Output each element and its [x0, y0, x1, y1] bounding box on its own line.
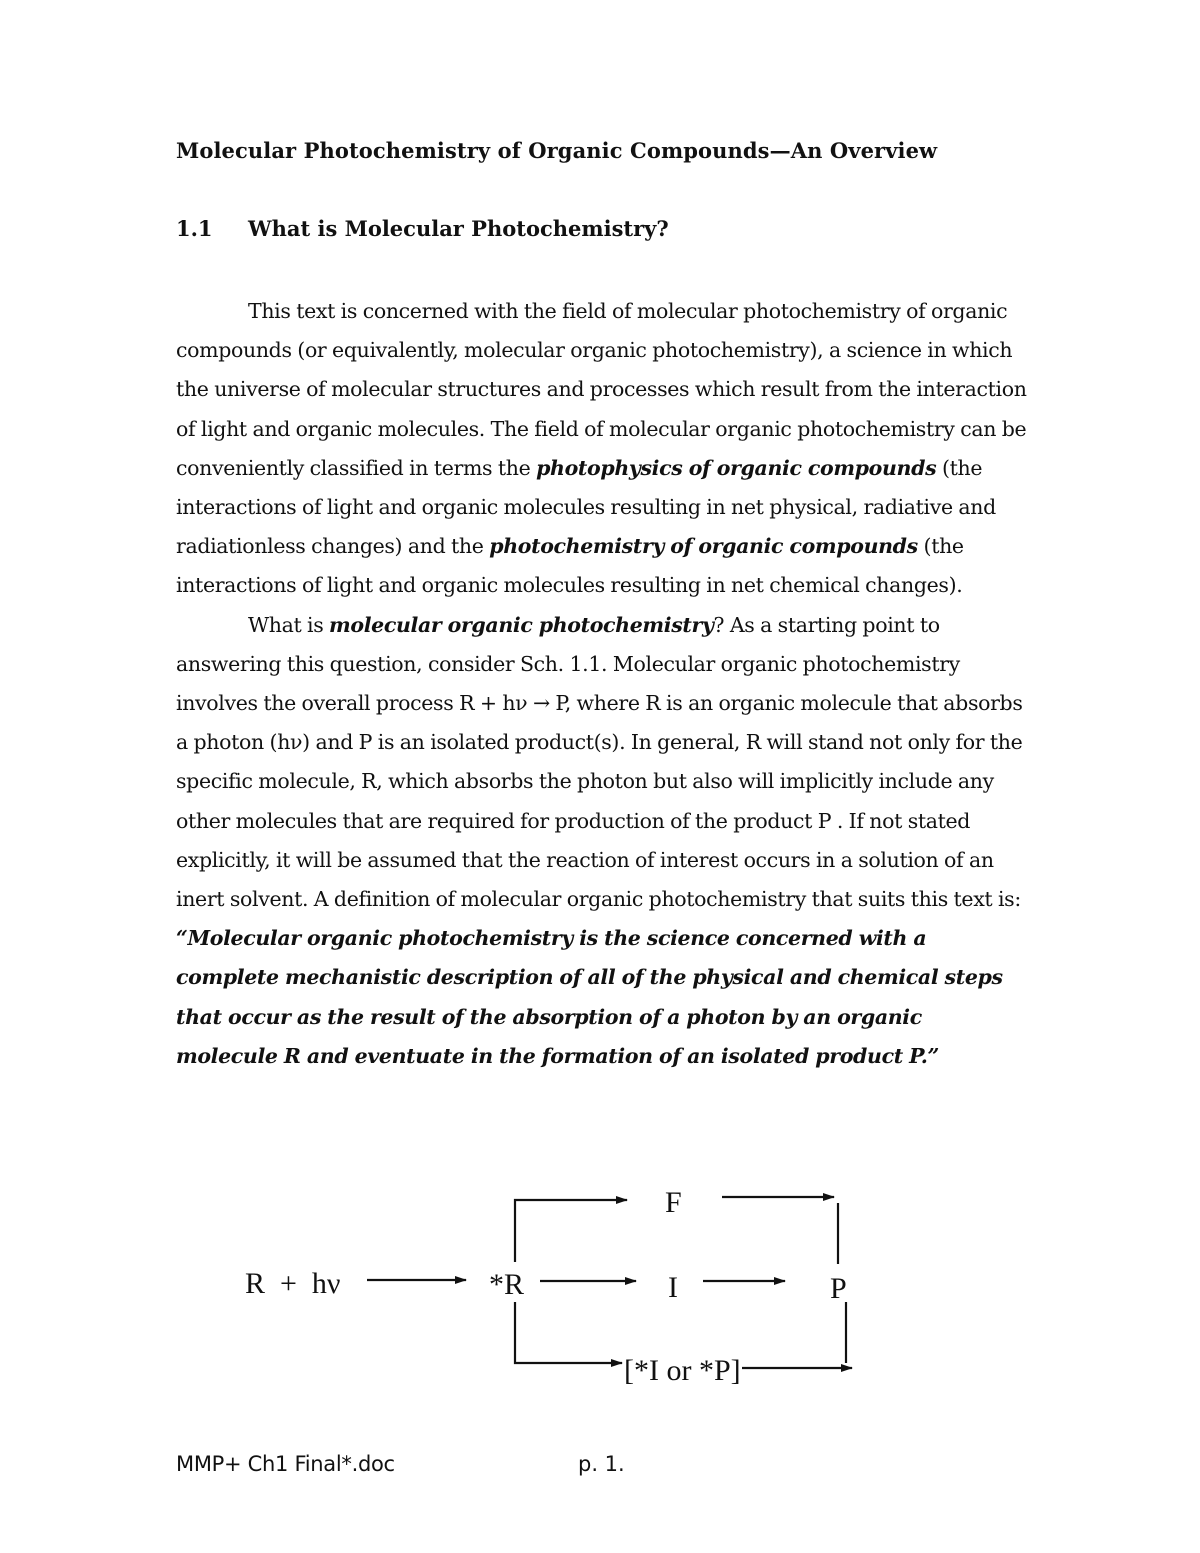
- paragraph-2-text-b: ? As a starting point to answering this question, consider Sch. 1.1. Molecular organic photochemistry involves the overall process R + hν → P, where R is an organic molecule that absorbs a photon (hν) and P is an isolated product(s). In general, R will stand not only for the specific molecule, R, which absorbs the photon but also will implicitly include any other molecules that are required for production of the product P . If not stated explicitly, it will be assumed that the reaction of interest occurs in a solution of an inert solvent. A definition of molecular organic photochemistry that suits this text is:: [176, 612, 1023, 912]
- term-molecular-organic-photochemistry: molecular organic photochemistry: [329, 612, 714, 637]
- term-photochemistry: photochemistry of organic compounds: [489, 534, 918, 559]
- arrow-excited-to-fluorescence: [515, 1200, 627, 1262]
- page-title: Molecular Photochemistry of Organic Compounds—An Overview: [176, 138, 938, 163]
- term-photophysics: photophysics of organic compounds: [536, 455, 937, 480]
- paragraph-1-text-a: This text is concerned with the field of molecular photochemistry of organic compounds (or equivalently, molecular organic photochemistry), a science in which the universe of molecular structures and processes which result from the interaction of light and organic molecules. The field of molecular organic photochemistry can be conveniently classified in terms the: [176, 299, 1027, 480]
- section-number: 1.1: [176, 216, 213, 241]
- footer-page-number: p. 1.: [578, 1452, 625, 1476]
- paragraph-1-text-b: (the interactions of light and organic molecules resulting in net physical, radiative and radiationless changes) and the: [176, 455, 996, 559]
- label-fluorescence: F: [665, 1186, 682, 1219]
- label-reactant: R + hν: [245, 1267, 341, 1300]
- arrow-excited-to-excited-pathway: [515, 1302, 622, 1363]
- label-excited-state: *R: [489, 1268, 525, 1301]
- definition-quote: “Molecular organic photochemistry is the science concerned with a complete mechanistic description of all of the physical and chemical steps that occur as the result of the absorption of a photon by an organic molecule R and eventuate in the formation of an isolated product P.”: [176, 926, 1003, 1068]
- label-product: P: [830, 1272, 847, 1305]
- label-intermediate: I: [668, 1271, 678, 1304]
- footer-filename: MMP+ Ch1 Final*.doc: [176, 1452, 395, 1476]
- section-title: What is Molecular Photochemistry?: [248, 216, 669, 241]
- paragraph-2-text-a: What is: [248, 612, 330, 637]
- paragraph-1-text-c: (the interactions of light and organic molecules resulting in net chemical changes).: [176, 534, 964, 598]
- label-excited-pathway: [*I or *P]: [624, 1354, 741, 1387]
